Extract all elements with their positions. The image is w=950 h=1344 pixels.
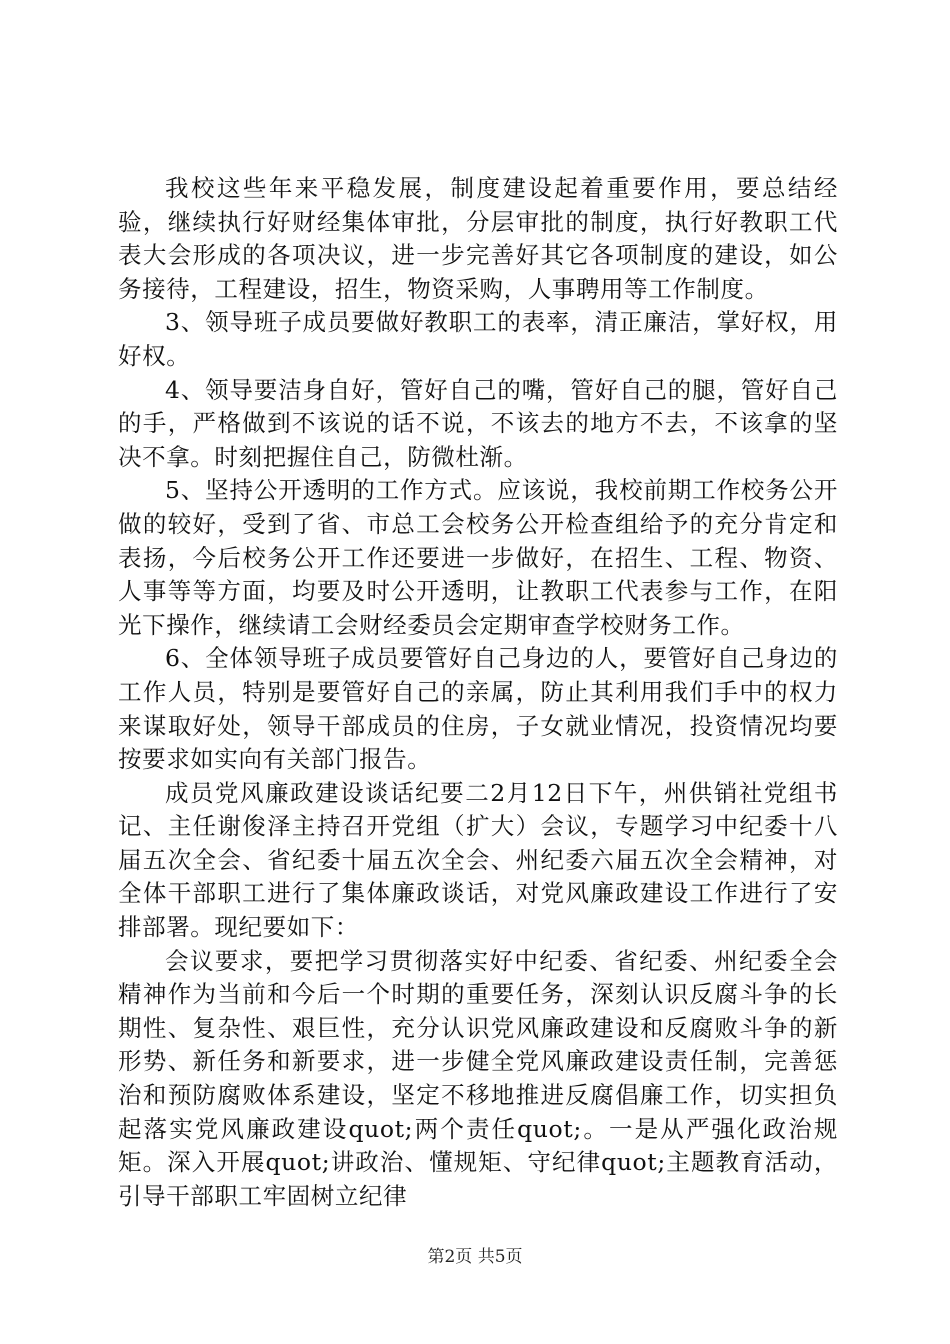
paragraph: 我校这些年来平稳发展，制度建设起着重要作用，要总结经验，继续执行好财经集体审批，分层审批的制度，执行好教职工代表大会形成的各项决议，进一步完善好其它各项制度的建设，如公务接待，工程建设，招生，物资采购，人事聘用等工作制度。 xyxy=(118,174,838,303)
paragraph: 会议要求，要把学习贯彻落实好中纪委、省纪委、州纪委全会精神作为当前和今后一个时期的重要任务，深刻认识反腐斗争的长期性、复杂性、艰巨性，充分认识党风廉政建设和反腐败斗争的新形势、新任务和新要求，进一步健全党风廉政建设责任制，完善惩治和预防腐败体系建设，坚定不移地推进反腐倡廉工作，切实担负起落实党风廉政建设quot;两个责任quot;。一是从严强化政治规矩。深入开展quot;讲政治、懂规矩、守纪律quot;主题教育活动，引导干部职工牢固树立纪律 xyxy=(118,946,838,1210)
paragraph: 成员党风廉政建设谈话纪要二2月12日下午，州供销社党组书记、主任谢俊泽主持召开党组（扩大）会议，专题学习中纪委十八届五次全会、省纪委十届五次全会、州纪委六届五次全会精神，对全体干部职工进行了集体廉政谈话，对党风廉政建设工作进行了安排部署。现纪要如下： xyxy=(118,778,838,942)
page-number-footer: 第2页 共5页 xyxy=(427,1247,523,1267)
paragraph: 6、全体领导班子成员要管好自己身边的人，要管好自己身边的工作人员，特别是要管好自己的亲属，防止其利用我们手中的权力来谋取好处，领导干部成员的住房，子女就业情况，投资情况均要按要求如实向有关部门报告。 xyxy=(118,644,838,774)
paragraph: 4、领导要洁身自好，管好自己的嘴，管好自己的腿，管好自己的手，严格做到不该说的话不说，不该去的地方不去，不该拿的坚决不拿。时刻把握住自己，防微杜渐。 xyxy=(118,375,838,471)
document-body xyxy=(118,172,838,1213)
paragraph: 3、领导班子成员要做好教职工的表率，清正廉洁，掌好权，用好权。 xyxy=(118,308,838,370)
paragraph: 5、坚持公开透明的工作方式。应该说，我校前期工作校务公开做的较好，受到了省、市总工会校务公开检查组给予的充分肯定和表扬，今后校务公开工作还要进一步做好，在招生、工程、物资、人事等等方面，均要及时公开透明，让教职工代表参与工作，在阳光下操作，继续请工会财经委员会定期审查学校财务工作。 xyxy=(118,476,838,639)
